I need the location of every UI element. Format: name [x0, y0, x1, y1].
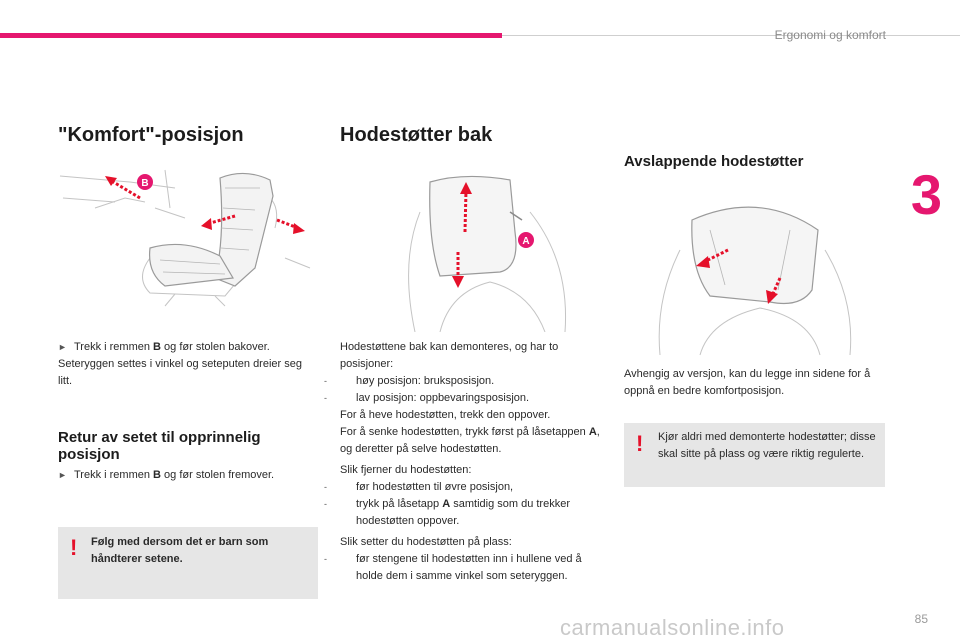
badge-b: B [141, 178, 149, 189]
watermark: carmanualsonline.info [560, 615, 785, 640]
list-item: - lav posisjon: oppbevaringsposisjon. [324, 392, 530, 404]
retur-subtitle: Retur av setet til opprinnelig posisjon [58, 429, 261, 463]
list-item: - høy posisjon: bruksposisjon. [324, 375, 495, 387]
remove-text: Slik fjerner du hodestøtten: - før hodestøtten til øvre posisjon, - trykk på låsetapp A samtidig som du trekker hodestøtten oppover. [340, 462, 602, 530]
headrest-illustration [380, 172, 590, 332]
seat-illustration [55, 168, 315, 308]
chapter-number: 3 [910, 163, 942, 226]
page-number: 85 [914, 612, 928, 626]
hodestotter-title: Hodestøtter bak [340, 124, 493, 146]
list-item: - trykk på låsetapp A samtidig som du trekker hodestøtten oppover. [324, 498, 570, 527]
arrow-bullet-icon: ► [58, 342, 67, 352]
header-accent-bar [0, 33, 502, 38]
child-warning-panel [58, 527, 318, 599]
child-warning-text: Følg med dersom det er barn som håndterer setene. [91, 536, 269, 565]
headrest-warning-panel [624, 423, 885, 487]
headrest-warning-text: Kjør aldri med demonterte hodestøtter; disse skal sitte på plass og være riktig regulerte. [658, 431, 876, 460]
hodestotter-text: Hodestøttene bak kan demonteres, og har to posisjoner: - høy posisjon: bruksposisjon. - lav posisjon: oppbevaringsposisjon. For å heve hodestøtten, trekk den oppover. For å senke hodestøtten, trykk først på låsetappen A, og deretter på selve hodestøtten. [340, 339, 602, 458]
avslappende-text: Avhengig av versjon, kan du legge inn sidene for å oppnå en bedre komfortposisjon. [624, 368, 871, 397]
komfort-title: "Komfort"-posisjon [58, 124, 244, 146]
warning-icon: ! [636, 431, 644, 456]
arrow-bullet-icon: ► [58, 470, 67, 480]
retur-instructions: ► Trekk i remmen B og før stolen fremover. [58, 467, 316, 484]
refit-text: Slik setter du hodestøtten på plass: - før stengene til hodestøtten inn i hullene ved å holde dem i samme vinkel som seteryggen. [340, 534, 602, 585]
avslappende-title: Avslappende hodestøtter [624, 153, 804, 170]
list-item: - før stengene til hodestøtten inn i hullene ved å holde dem i samme vinkel som seteryggen. [324, 553, 582, 582]
list-item: - før hodestøtten til øvre posisjon, [324, 481, 514, 493]
header-rule [502, 35, 960, 36]
badge-a: A [522, 236, 530, 247]
relaxing-headrest-illustration [650, 190, 860, 360]
warning-icon: ! [70, 535, 78, 560]
komfort-instructions: ► Trekk i remmen B og før stolen bakover. Seteryggen settes i vinkel og seteputen dreier seg litt. [58, 341, 302, 387]
section-title: Ergonomi og komfort [774, 28, 886, 42]
